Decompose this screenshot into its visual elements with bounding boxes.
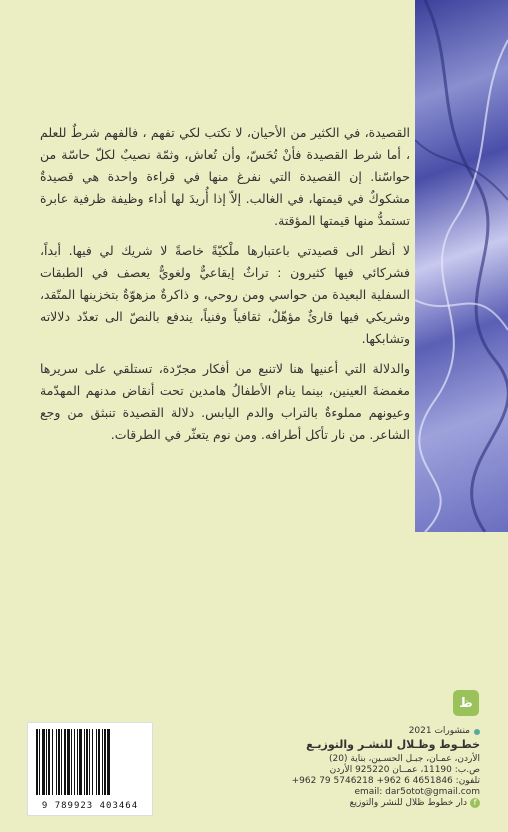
barcode-bar — [77, 729, 78, 795]
barcode-bar — [56, 729, 57, 795]
barcode-bar — [58, 729, 60, 795]
address-line-1: الأردن، عمـان، جبـل الحسـين، بناية (20) — [329, 754, 480, 764]
barcode-bars — [34, 729, 146, 795]
cover-artwork — [415, 0, 508, 532]
phone-line: تلفون: 4651846 6 962+ 5746218 79 962+ — [291, 776, 480, 786]
barcode-bar — [86, 729, 88, 795]
barcode-bar — [46, 729, 47, 795]
publisher-logo-glyph: ظ — [459, 695, 473, 711]
barcode-bar — [107, 729, 110, 795]
facebook-line — [300, 798, 480, 809]
publisher-name: خطـوط وظـلال للنشـر والتوزيـع — [306, 738, 480, 751]
barcode-bar — [36, 729, 38, 795]
back-cover-text — [40, 122, 410, 454]
paragraph-2: لا أنظر الى قصيدتي باعتبارها ملْكيّةً خاصةً لا شريك لي فيها. أبداً، فشركائي فيها كثيرون : تراثٌ إيقاعيٌّ ولغويٌّ يعصف في الطبقات السفلية البعيدة من حواسي ومن روحي، و ذاكرةٌ مزهوّةٌ بتخزينها المتّقد، وشريكي فيها قارئٌ مؤهّلٌ، ثقافياً وفنياً، يندفع بالنصّ الى تعدّد دلالاته وتشابكها. — [40, 243, 410, 346]
barcode-bar — [92, 729, 93, 795]
email-line: email: dar5otot@gmail.com — [354, 787, 480, 797]
barcode-bar — [98, 729, 100, 795]
barcode-bar — [104, 729, 106, 795]
barcode-bar — [79, 729, 82, 795]
barcode-number: 9 789923 403464 — [41, 801, 139, 811]
barcode-bar — [52, 729, 53, 795]
barcode-bar — [61, 729, 62, 795]
barcode-bar — [84, 729, 85, 795]
bullet-icon — [474, 729, 480, 735]
barcode-bar — [96, 729, 97, 795]
barcode-bar — [71, 729, 72, 795]
publisher-info — [291, 726, 480, 809]
facebook-icon: f — [470, 798, 480, 808]
isbn-barcode — [27, 722, 153, 816]
address-line-2: ص.ب: 11190، عمــان 925220 الأردن — [329, 765, 480, 775]
series-line — [300, 726, 480, 737]
barcode-bar — [102, 729, 103, 795]
paragraph-1: القصيدة، في الكثير من الأحيان، لا تكتب لكي تفهم ، فالفهم شرطٌ للعلم ، أما شرط القصيدة فأنْ تُحَسّ، وأن تُعاش، وثمّة نصيبٌ لكلّ حاسّة من حواسّنا. إن القصيدة التي نفرغ منها في قراءة واحدة هي قصيدةٌ مشكوكٌ في قيمتها، في الغالب. إلاّ إذا أُريدَ لها أداء وظيفة ظرفية عابرة تستمدُّ منها قيمتها المؤقتة. — [40, 125, 410, 228]
barcode-bar — [89, 729, 90, 795]
series-label: منشورات 2021 — [408, 726, 470, 736]
barcode-bar — [48, 729, 50, 795]
facebook-label: دار خطوط ظلال للنشر والتوزيع — [349, 798, 467, 808]
barcode-bar — [39, 729, 40, 795]
barcode-bar — [67, 729, 70, 795]
barcode-bar — [64, 729, 66, 795]
barcode-bar — [42, 729, 45, 795]
publisher-logo — [453, 690, 479, 716]
paragraph-3: والدلالة التي أعنيها هنا لاتنبع من أفكار مجرّدة، تستلقي على سريرها مغمضةَ العينين، بينما ينام الأطفالُ هامدين تحت أنقاض مدنهم المهدّمة وعيونهم مملوءةٌ بالتراب والدم اليابس. دلالة القصيدة تنبثق من وجع الشاعر. من نار تأكل أطرافه. ومن نوم يتعثّر في الطرقات. — [40, 361, 410, 442]
barcode-bar — [74, 729, 75, 795]
